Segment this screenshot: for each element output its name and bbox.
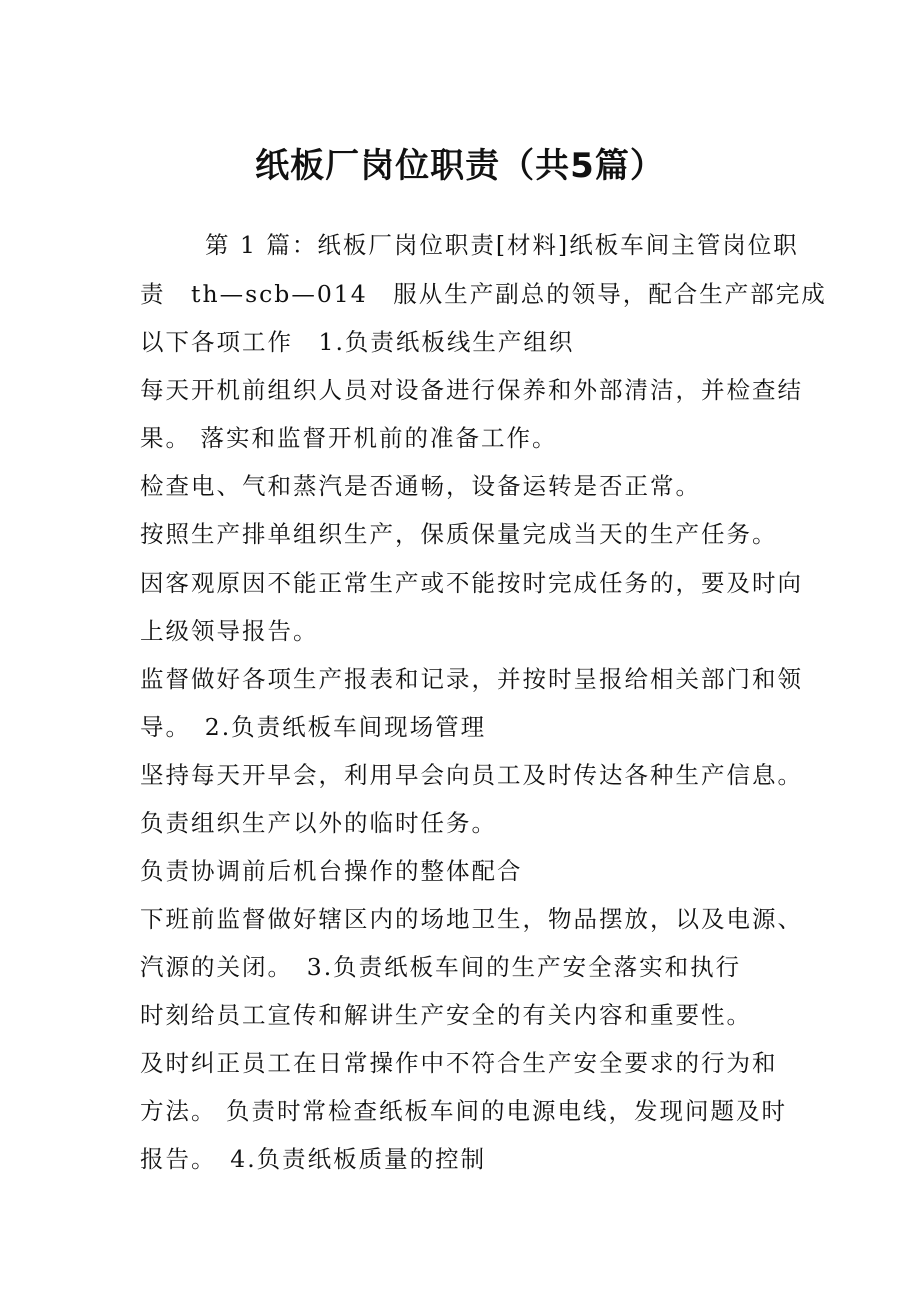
body-line: 下班前监督做好辖区内的场地卫生，物品摆放，以及电源、 <box>140 905 803 933</box>
body-line: 检查电、气和蒸汽是否通畅，设备运转是否正常。 <box>140 472 701 500</box>
body-line: 果。 落实和监督开机前的准备工作。 <box>140 424 558 452</box>
body-line: 及时纠正员工在日常操作中不符合生产安全要求的行为和 <box>140 1049 778 1077</box>
body-line: 上级领导报告。 <box>140 617 319 645</box>
body-line: 按照生产排单组织生产，保质保量完成当天的生产任务。 <box>140 520 778 548</box>
body-line: 汽源的关闭。 3.负责纸板车间的生产安全落实和执行 <box>140 953 742 981</box>
body-line: 责 th—scb—014 服从生产副总的领导，配合生产部完成 <box>140 280 827 308</box>
body-line: 导。 2.负责纸板车间现场管理 <box>140 713 487 741</box>
body-line: 负责协调前后机台操作的整体配合 <box>140 857 523 885</box>
body-line: 第 1 篇：纸板厂岗位职责[材料]纸板车间主管岗位职 <box>205 231 799 259</box>
body-line: 方法。 负责时常检查纸板车间的电源电线，发现问题及时 <box>140 1097 787 1125</box>
body-line: 坚持每天开早会，利用早会向员工及时传达各种生产信息。 <box>140 761 803 789</box>
document-title: 纸板厂岗位职责（共5篇） <box>255 146 665 186</box>
body-line: 以下各项工作 1.负责纸板线生产组织 <box>140 328 575 356</box>
body-line: 因客观原因不能正常生产或不能按时完成任务的，要及时向 <box>140 569 803 597</box>
body-line: 监督做好各项生产报表和记录，并按时呈报给相关部门和领 <box>140 665 803 693</box>
body-line: 负责组织生产以外的临时任务。 <box>140 809 497 837</box>
body-line: 报告。 4.负责纸板质量的控制 <box>140 1145 487 1173</box>
body-line: 每天开机前组织人员对设备进行保养和外部清洁，并检查结 <box>140 376 803 404</box>
body-line: 时刻给员工宣传和解讲生产安全的有关内容和重要性。 <box>140 1001 752 1029</box>
